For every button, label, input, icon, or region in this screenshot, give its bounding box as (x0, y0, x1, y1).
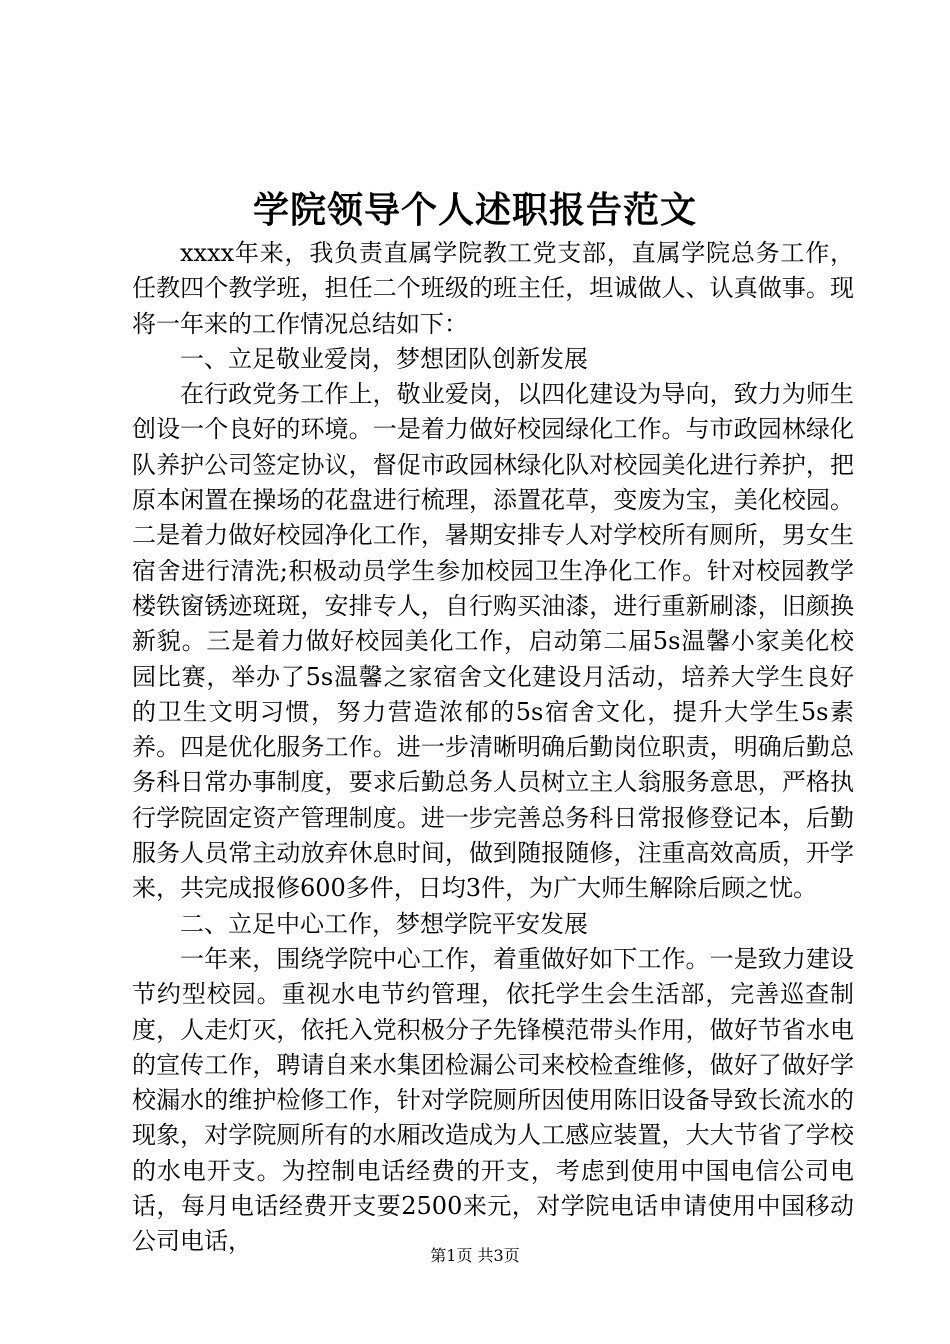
section-heading-2: 二、立足中心工作，梦想学院平安发展 (180, 909, 588, 938)
section-1-paragraph: 在行政党务工作上，敬业爱岗，以四化建设为导向，致力为师生创设一个良好的环境。一是着力做好校园绿化工作。与市政园林绿化队养护公司签定协议，督促市政园林绿化队对校园美化进行养护，把原本闲置在操场的花盘进行梳理，添置花草，变废为宝，美化校园。二是着力做好校园净化工作，暑期安排专人对学校所有厕所，男女生宿舍进行清洗;积极动员学生参加校园卫生净化工作。针对校园教学楼铁窗锈迹斑斑，安排专人，自行购买油漆，进行重新刷漆，旧颜换新貌。三是着力做好校园美化工作，启动第二届5s温馨小家美化校园比赛，举办了5s温馨之家宿舍文化建设月活动，培养大学生良好的卫生文明习惯，努力营造浓郁的5s宿舍文化，提升大学生5s素养。四是优化服务工作。进一步清晰明确后勤岗位职责，明确后勤总务科日常办事制度，要求后勤总务人员树立主人翁服务意思，严格执行学院固定资产管理制度。进一步完善总务科日常报修登记本，后勤服务人员常主动放弃休息时间，做到随报随修，注重高效高质，开学来，共完成报修600多件，日均3件，为广大师生解除后顾之忧。 (132, 380, 854, 903)
intro-paragraph: xxxx年来，我负责直属学院教工党支部，直属学院总务工作，任教四个教学班，担任二个班级的班主任，坦诚做人、认真做事。现将一年来的工作情况总结如下： (132, 239, 854, 338)
section-2-paragraph: 一年来，围绕学院中心工作，着重做好如下工作。一是致力建设节约型校园。重视水电节约管理，依托学生会生活部，完善巡查制度，人走灯灭，依托入党积极分子先锋模范带头作用，做好节省水电的宣传工作，聘请自来水集团检漏公司来校检查维修，做好了做好学校漏水的维护检修工作，针对学院厕所因使用陈旧设备导致长流水的现象，对学院厕所有的水厢改造成为人工感应装置，大大节省了学校的水电开支。为控制电话经费的开支，考虑到使用中国电信公司电话，每月电话经费开支要2500来元，对学院电话申请使用中国移动公司电话， (132, 944, 854, 1256)
page-footer: 第1页 共3页 (430, 1246, 520, 1265)
document-body (132, 236, 854, 1260)
document-title: 学院领导个人述职报告范文 (252, 189, 697, 231)
section-heading-1: 一、立足敬业爱岗，梦想团队创新发展 (180, 344, 588, 373)
